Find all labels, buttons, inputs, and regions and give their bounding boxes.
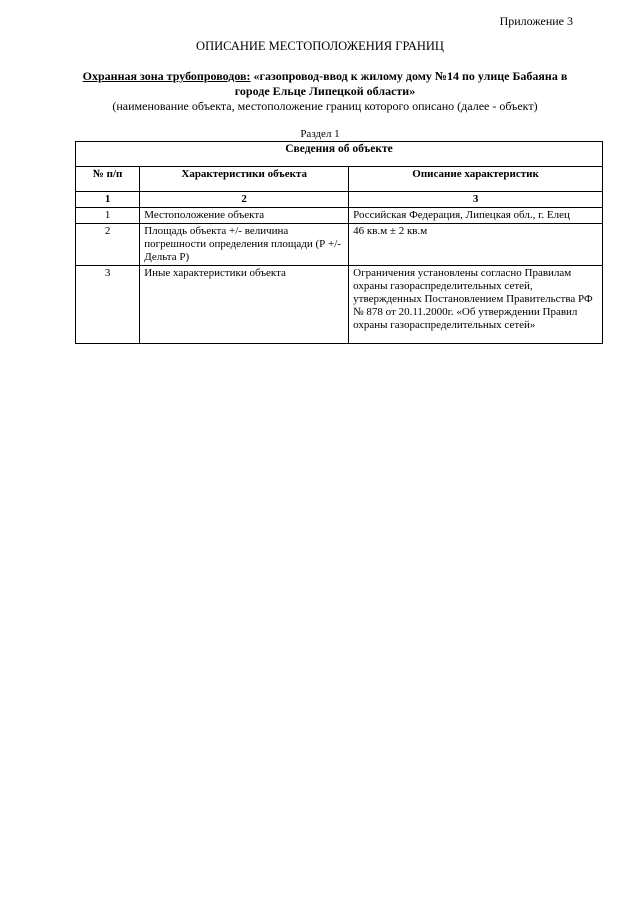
- document-title: ОПИСАНИЕ МЕСТОПОЛОЖЕНИЯ ГРАНИЦ: [196, 39, 444, 53]
- column-number: 2: [140, 192, 349, 208]
- object-type-label: Охранная зона трубопроводов:: [82, 69, 251, 83]
- object-caption: (наименование объекта, местоположение границ которого описано (далее - объект): [112, 99, 538, 113]
- column-header-characteristic: Характеристики объекта: [140, 167, 349, 192]
- row-characteristic: Иные характеристики объекта: [140, 266, 349, 344]
- table-caption: Сведения об объекте: [76, 142, 603, 167]
- row-number: 3: [76, 266, 140, 344]
- row-characteristic: Площадь объекта +/- величина погрешности определения площади (Р +/- Дельта Р): [140, 224, 349, 266]
- table-row: [76, 208, 603, 224]
- row-characteristic: Местоположение объекта: [140, 208, 349, 224]
- appendix-label: Приложение 3: [499, 14, 573, 28]
- object-title-block: [70, 69, 580, 99]
- object-info-table: [75, 141, 603, 344]
- column-header-number: № п/п: [76, 167, 140, 192]
- table-header-row: [76, 167, 603, 192]
- section-label: Раздел 1: [300, 128, 340, 140]
- row-number: 2: [76, 224, 140, 266]
- table-row: [76, 266, 603, 344]
- object-name: «газопровод-ввод к жилому дому №14 по улице Бабаяна в городе Ельце Липецкой области»: [234, 69, 568, 98]
- row-description: Ограничения установлены согласно Правилам охраны газораспределительных сетей, утвержденных Постановлением Правительства РФ № 878 от 20.11.2000г. «Об утверждении Правил охраны газораспределительных сетей»: [349, 266, 603, 344]
- column-header-description: Описание характеристик: [349, 167, 603, 192]
- table-row: [76, 224, 603, 266]
- row-number: 1: [76, 208, 140, 224]
- column-number: 1: [76, 192, 140, 208]
- column-number: 3: [349, 192, 603, 208]
- row-description: Российская Федерация, Липецкая обл., г. Елец: [349, 208, 603, 224]
- column-number-row: [76, 192, 603, 208]
- row-description: 46 кв.м ± 2 кв.м: [349, 224, 603, 266]
- table-caption-row: [76, 142, 603, 167]
